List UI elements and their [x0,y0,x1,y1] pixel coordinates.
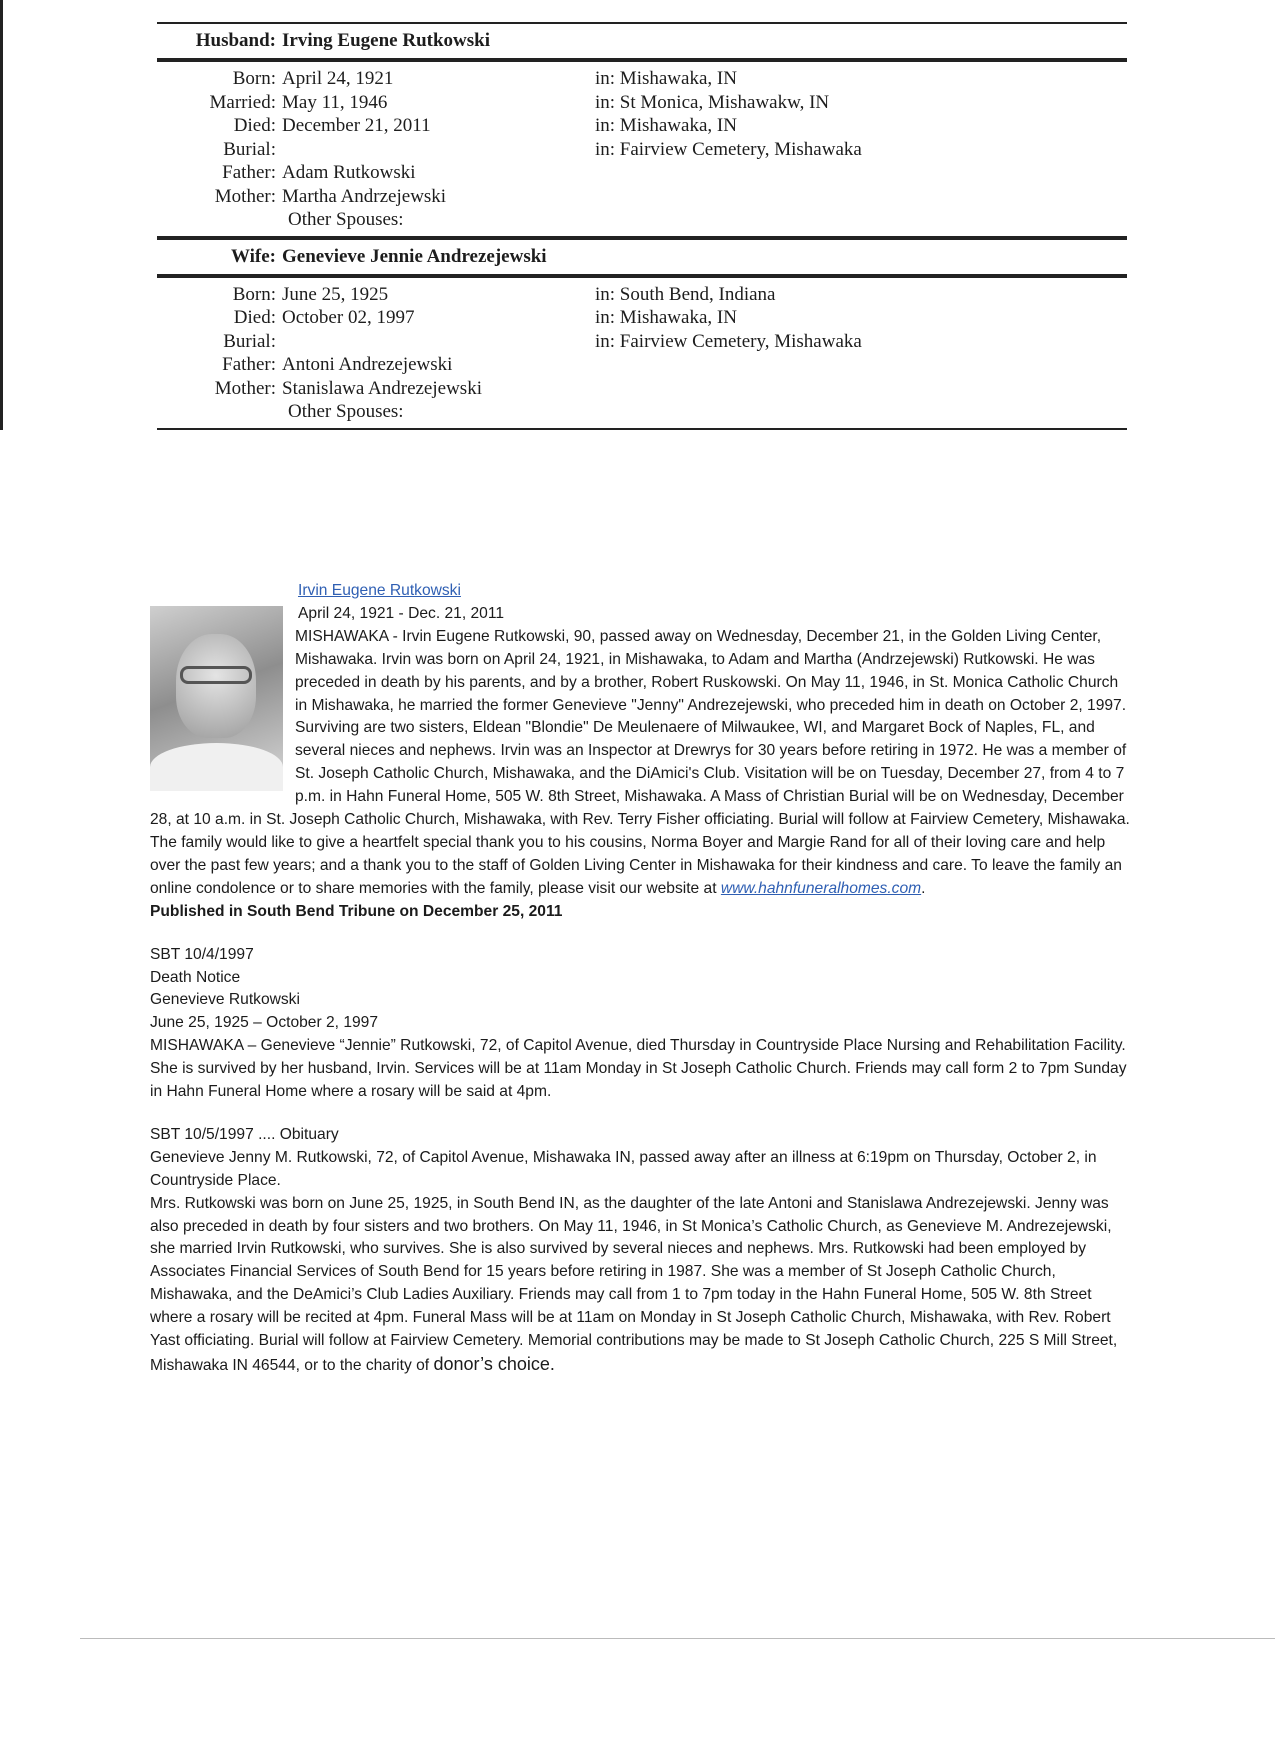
husband-father-row: Father: Adam Rutkowski [222,162,416,183]
wife-label: Wife: [230,245,276,267]
wife-other-spouses-row: Other Spouses: [288,401,404,422]
death-notice-title: Death Notice [150,968,241,986]
wife-details [157,278,1127,428]
obituary-1-body: MISHAWAKA - Irvin Eugene Rutkowski, 90, passed away on Wednesday, December 21, in the Golden Living Center, Mishawaka. Irvin was born on April 24, 1921, in Mishawaka, to Adam and Martha (Andrzejewski) Rutkowski. He was preceded in death by his parents, and by a brother, Robert Ruskowski. On May 11, 1946, in St. Monica Catholic Church in Mishawaka, he married the former Genevieve "Jenny" Andrezejewski, who preceded him in death on October 2, 1997. Surviving are two sisters, Eldean "Blondie" De Meulenaere of Milwaukee, WI, and Margaret Bock of Naples, FL, and several nieces and nephews. Irvin was an Inspector at Drewrys for 30 years before retiring in 1972. He was a member of St. Joseph Catholic Church, Mishawaka, and the DiAmici's Club. Visitation will be on Tuesday, December 27, from 4 to 7 p.m. in Hahn Funeral Home, 505 W. 8th Street, Mishawaka. A Mass of Christian Burial will be on Wednesday, December 28, at 10 a.m. in St. Joseph Catholic Church, Mishawaka, with Rev. Terry Fisher officiating. Burial will follow at Fairview Cemetery, Mishawaka. The family would like to give a heartfelt special thank you to his cousins, Norma Boyer and Margie Rand for all of their loving care and help over the past few years; and a thank you to the staff of Golden Living Center in Mishawaka for their kindness and care. To leave the family an online condolence or to share memories with the family, please visit our website at www.hahnfuneralhomes.com. [150,627,1130,897]
scan-bottom-line [80,1638,1275,1639]
husband-mother-row: Mother: Martha Andrzejewski [214,185,447,207]
portrait-shirt [150,743,283,791]
portrait-face [176,634,256,738]
husband-died-row: Died: December 21, 2011 in: Mishawaka, IN [233,115,737,136]
wife-burial-row: Burial: in: Fairview Cemetery, Mishawaka [223,330,862,352]
obituary-2-source: SBT 10/5/1997 .... Obituary [150,1125,339,1143]
scan-left-edge [0,0,3,430]
wife-father-row: Father: Antoni Andrezejewski [222,354,453,375]
death-notice [150,944,1130,1104]
husband-married-row: Married: May 11, 1946 in: St Monica, Mishawakw, IN [209,91,830,113]
obituaries [150,580,1130,1378]
portrait-glasses [180,666,252,684]
husband-details [157,62,1127,236]
obituary-2-ending: donor’s choice. [433,1354,555,1374]
death-notice-dates: June 25, 1925 – October 2, 1997 [150,1014,379,1032]
husband-born-row: Born: April 24, 1921 in: Mishawaka, IN [232,68,737,89]
obituary-2-line1: Genevieve Jenny M. Rutkowski, 72, of Capitol Avenue, Mishawaka IN, passed away after an illness at 6:19pm on Thursday, October 2, in Countryside Place. [150,1148,1097,1189]
obituary-2-body: Mrs. Rutkowski was born on June 25, 1925, in South Bend IN, as the daughter of the late Antoni and Stanislawa Andrezejewski. Jenny was also preceded in death by four sisters and two brothers. On May 11, 1946, in St Monica’s Catholic Church, as Genevieve M. Andrezejewski, she married Irvin Rutkowski, who survives. She is also survived by several nieces and nephews. Mrs. Rutkowski had been employed by Associates Financial Services of South Bend for 15 years before retiring in 1987. She was a member of St Joseph Catholic Church, Mishawaka, and the DeAmici’s Club Ladies Auxiliary. Friends may call from 1 to 7pm today in the Hahn Funeral Home, 505 W. 8th Street where a rosary will be recited at 4pm. Funeral Mass will be at 11am on Monday in St Joseph Catholic Church, Mishawaka, with Rev. Robert Yast officiating. Burial will follow at Fairview Cemetery. Memorial contributions may be made to St Joseph Catholic Church, 225 S Mill Street, Mishawaka IN 46544, or to the charity of donor’s choice. [150,1194,1118,1374]
husband-name: Irving Eugene Rutkowski [282,30,490,51]
death-notice-source: SBT 10/4/1997 [150,945,254,963]
death-notice-body: MISHAWAKA – Genevieve “Jennie” Rutkowski, 72, of Capitol Avenue, died Thursday in Countryside Place Nursing and Rehabilitation Facility. She is survived by her husband, Irvin. Services will be at 11am Monday in St Joseph Catholic Church. Friends may call form 2 to 7pm Sunday in Hahn Funeral Home where a rosary will be said at 4pm. [150,1037,1127,1101]
obituary-1-published: Published in South Bend Tribune on December 25, 2011 [150,902,563,920]
obituary-1-dates: April 24, 1921 - Dec. 21, 2011 [298,604,505,622]
wife-name: Genevieve Jennie Andrezejewski [282,245,547,267]
wife-died-row: Died: October 02, 1997 in: Mishawaka, IN [233,307,737,328]
bottom-rule [157,428,1127,430]
husband-header [157,24,1127,58]
husband-other-spouses-row: Other Spouses: [288,209,404,230]
portrait-photo [150,606,283,791]
husband-burial-row: Burial: in: Fairview Cemetery, Mishawaka [223,138,862,160]
obituary-2 [150,1124,1130,1378]
death-notice-name: Genevieve Rutkowski [150,991,300,1009]
husband-label: Husband: [195,30,276,51]
wife-header [157,240,1127,274]
wife-born-row: Born: June 25, 1925 in: South Bend, Indiana [232,283,776,305]
wife-mother-row: Mother: Stanislawa Andrezejewski [214,377,482,399]
obituary-1 [150,580,1130,924]
family-group-sheet [157,22,1127,430]
obituary-1-name-link[interactable]: Irvin Eugene Rutkowski [298,582,461,599]
funeral-home-website-link[interactable]: www.hahnfuneralhomes.com [720,879,922,897]
